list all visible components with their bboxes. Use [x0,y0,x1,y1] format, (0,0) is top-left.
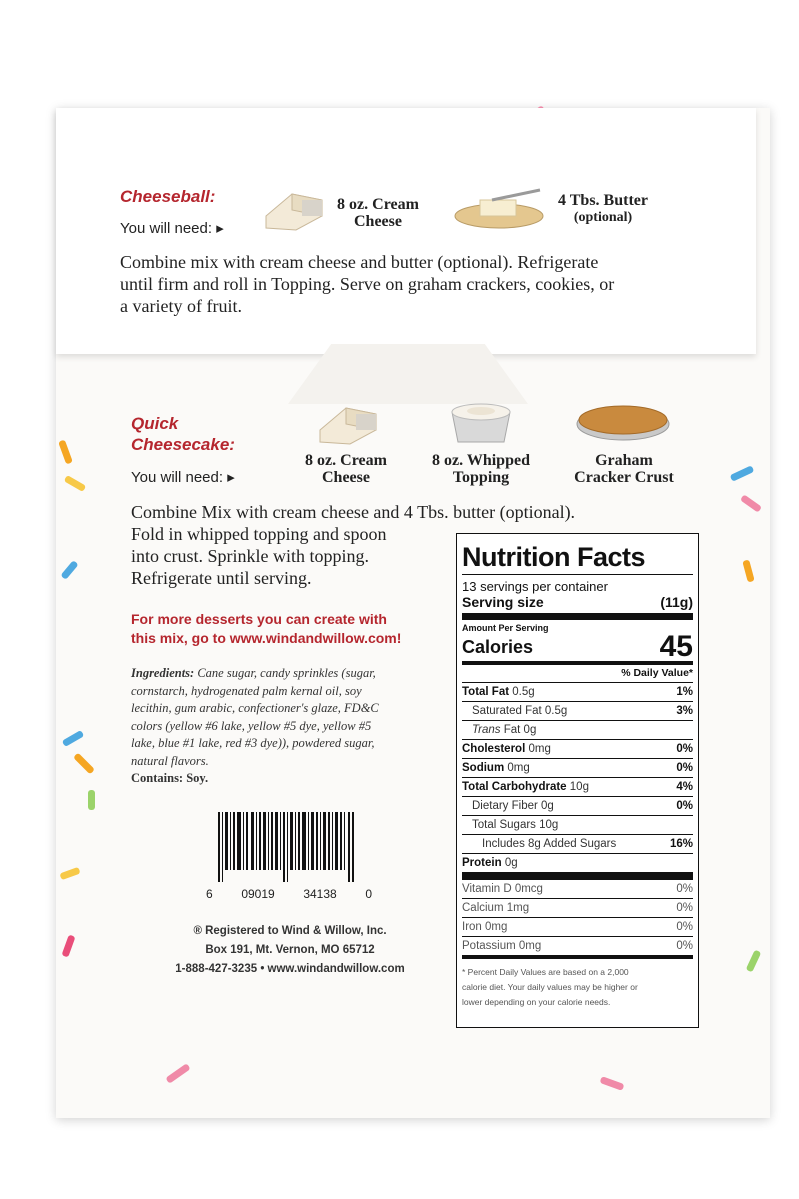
nutrient-row [462,816,693,835]
cheeseball-title: Cheeseball: [120,187,216,206]
vitamin-row [462,937,693,955]
cheeseball-item-cream-cheese: 8 oz. Cream Cheese [337,196,419,230]
calories-row: Calories 45 [462,630,693,663]
nutrient-label: Trans Fat 0g [472,724,537,736]
nutrient-row [462,683,693,702]
arrow-right-icon: ▸ [227,469,235,486]
nutrient-label: Includes 8g Added Sugars [482,838,617,850]
cheeseball-you-need: You will need: ▸ [120,220,224,237]
nutrient-daily-value: 0% [676,743,693,755]
nutrient-label: Total Carbohydrate 10g [462,781,589,793]
vitamin-label: Potassium 0mg [462,940,542,952]
nutrient-daily-value: 1% [676,686,693,698]
vitamin-daily-value: 0% [676,921,693,933]
vitamin-daily-value: 0% [676,883,693,895]
nutrient-row [462,835,693,854]
nutrient-label: Dietary Fiber 0g [472,800,554,812]
barcode-digits: 6 09019 34138 0 [206,887,372,901]
whipped-topping-icon [446,398,516,448]
servings-per-container: 13 servings per container [462,579,608,594]
nutrient-row [462,702,693,721]
nutrient-label: Saturated Fat 0.5g [472,705,568,717]
cheesecake-you-need: You will need: ▸ [131,469,235,486]
cheeseball-instructions: Combine mix with cream cheese and butter (optional). Refrigerate until firm and roll in Topping. Serve on graham crackers, cookies, or a variety of fruit. [120,252,615,316]
cheesecake-title: Quick Cheesecake: [131,414,235,454]
vitamin-rows [462,880,693,955]
cheesecake-instructions: Combine Mix with cream cheese and 4 Tbs. butter (optional). Fold in whipped topping and spoon into crust. Sprinkle with topping. Refrigerate until serving. [131,502,576,588]
vitamin-divider [462,872,693,880]
vitamin-label: Iron 0mg [462,921,508,933]
cheesecake-item-whipped-topping: 8 oz. Whipped Topping [432,452,530,486]
nutrient-daily-value: 3% [676,705,693,717]
vitamin-daily-value: 0% [676,902,693,914]
vitamin-daily-value: 0% [676,940,693,952]
nutrient-rows [462,683,693,872]
daily-value-header: % Daily Value* [462,665,693,683]
cream-cheese-icon [262,186,328,234]
vitamin-row [462,899,693,918]
cheesecake-item-graham-crust: Graham Cracker Crust [574,452,674,486]
nutrient-row [462,740,693,759]
nutrition-facts-panel [456,533,699,1028]
nutrient-row [462,778,693,797]
nutrient-row [462,854,693,872]
cheesecake-item-cream-cheese: 8 oz. Cream Cheese [305,452,387,486]
graham-crust-icon [574,400,672,442]
serving-size-row: Serving size (11g) [462,594,693,620]
nutrient-label: Total Fat 0.5g [462,686,535,698]
nutrient-daily-value: 0% [676,800,693,812]
nutrient-row [462,721,693,740]
nutrient-label: Cholesterol 0mg [462,743,551,755]
cream-cheese-icon [316,400,382,448]
vitamin-label: Vitamin D 0mcg [462,883,543,895]
company-info: ® Registered to Wind & Willow, Inc. Box 191, Mt. Vernon, MO 65712 1-888-427-3235 • www.windandwillow.com [175,925,405,975]
more-desserts-text: For more desserts you can create with this mix, go to www.windandwillow.com! [131,611,402,646]
butter-icon [452,186,546,230]
amount-per-serving: Amount Per Serving [462,623,549,633]
cheeseball-item-butter: 4 Tbs. Butter (optional) [558,192,648,225]
nutrient-label: Total Sugars 10g [472,819,559,831]
nutrient-daily-value: 16% [669,838,693,850]
nutrient-label: Protein 0g [462,857,518,869]
ingredients-block: Ingredients: Cane sugar, candy sprinkles (sugar, cornstarch, hydrogenated palm kernal oil, soy lecithin, gum arabic, confectioner's glaze, FD&C colors (yellow #6 lake, yellow #5 dye, yellow #5 lake, blue #1 lake, red #3 dye)), powdered sugar, natural flavors. Contains: Soy. [131,665,451,788]
nutrition-title: Nutrition Facts [462,534,693,575]
nutrient-daily-value: 4% [676,781,693,793]
ingredients-label: Ingredients: [131,666,195,680]
vitamin-label: Calcium 1mg [462,902,530,914]
barcode [218,812,356,882]
nutrient-daily-value: 0% [676,762,693,774]
vitamin-row [462,880,693,899]
nutrition-footnote: * Percent Daily Values are based on a 2,000 calorie diet. Your daily values may be higher or lower depending on your calorie needs. [462,955,693,1010]
nutrient-label: Sodium 0mg [462,762,530,774]
arrow-right-icon: ▸ [216,220,224,237]
contains-text: Contains: Soy. [131,771,209,785]
vitamin-row [462,918,693,937]
nutrient-row [462,759,693,778]
nutrient-row [462,797,693,816]
sprinkle [88,790,95,810]
